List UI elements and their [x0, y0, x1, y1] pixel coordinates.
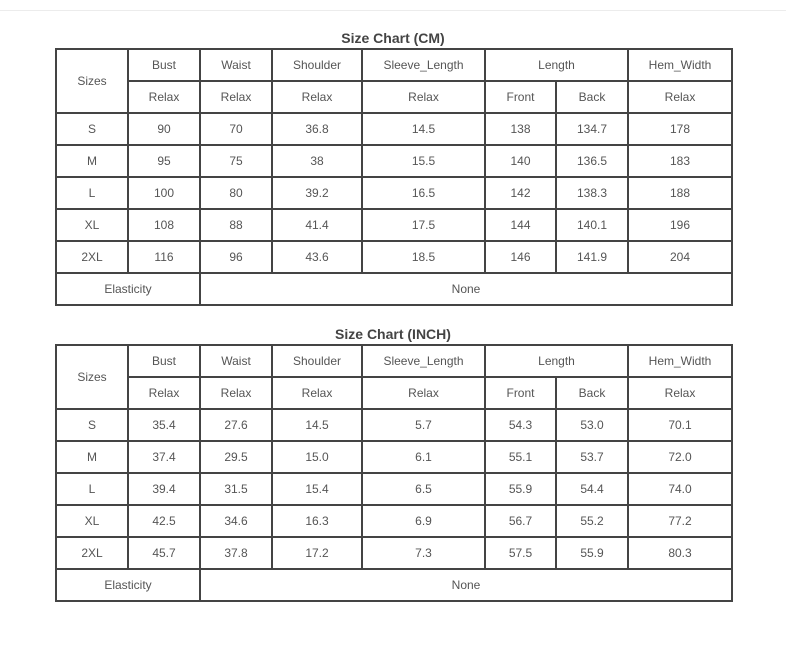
subheader-relax: Relax — [128, 377, 200, 409]
size-chart-inch-table — [55, 344, 733, 602]
hem-width-cell: 70.1 — [628, 409, 732, 441]
hem-width-cell: 74.0 — [628, 473, 732, 505]
length-back-cell: 53.0 — [556, 409, 628, 441]
waist-cell: 75 — [200, 145, 272, 177]
subheader-relax: Relax — [362, 81, 485, 113]
header-hem-width: Hem_Width — [628, 49, 732, 81]
waist-cell: 27.6 — [200, 409, 272, 441]
length-front-cell: 142 — [485, 177, 556, 209]
length-front-cell: 138 — [485, 113, 556, 145]
shoulder-cell: 38 — [272, 145, 362, 177]
length-front-cell: 55.9 — [485, 473, 556, 505]
size-cell: XL — [56, 209, 128, 241]
bust-cell: 95 — [128, 145, 200, 177]
hem-width-cell: 196 — [628, 209, 732, 241]
sleeve-length-cell: 17.5 — [362, 209, 485, 241]
length-back-cell: 53.7 — [556, 441, 628, 473]
top-divider — [0, 10, 786, 11]
size-cell: XL — [56, 505, 128, 537]
length-front-cell: 57.5 — [485, 537, 556, 569]
bust-cell: 39.4 — [128, 473, 200, 505]
table-row — [56, 241, 732, 273]
sleeve-length-cell: 6.1 — [362, 441, 485, 473]
table-row — [56, 537, 732, 569]
shoulder-cell: 16.3 — [272, 505, 362, 537]
length-front-cell: 144 — [485, 209, 556, 241]
table-row — [56, 113, 732, 145]
length-front-cell: 56.7 — [485, 505, 556, 537]
header-shoulder: Shoulder — [272, 345, 362, 377]
sleeve-length-cell: 15.5 — [362, 145, 485, 177]
elasticity-label: Elasticity — [56, 569, 200, 601]
shoulder-cell: 39.2 — [272, 177, 362, 209]
bust-cell: 42.5 — [128, 505, 200, 537]
subheader-back: Back — [556, 81, 628, 113]
length-front-cell: 146 — [485, 241, 556, 273]
subheader-back: Back — [556, 377, 628, 409]
header-bust: Bust — [128, 345, 200, 377]
waist-cell: 70 — [200, 113, 272, 145]
bust-cell: 45.7 — [128, 537, 200, 569]
waist-cell: 96 — [200, 241, 272, 273]
bust-cell: 100 — [128, 177, 200, 209]
length-front-cell: 140 — [485, 145, 556, 177]
elasticity-label: Elasticity — [56, 273, 200, 305]
elasticity-value: None — [200, 273, 732, 305]
table-row — [56, 505, 732, 537]
sleeve-length-cell: 14.5 — [362, 113, 485, 145]
length-back-cell: 138.3 — [556, 177, 628, 209]
table-row — [56, 177, 732, 209]
sleeve-length-cell: 5.7 — [362, 409, 485, 441]
size-cell: 2XL — [56, 241, 128, 273]
sleeve-length-cell: 7.3 — [362, 537, 485, 569]
subheader-relax: Relax — [200, 377, 272, 409]
header-sleeve-length: Sleeve_Length — [362, 345, 485, 377]
sleeve-length-cell: 6.9 — [362, 505, 485, 537]
bust-cell: 35.4 — [128, 409, 200, 441]
size-cell: L — [56, 177, 128, 209]
header-hem-width: Hem_Width — [628, 345, 732, 377]
hem-width-cell: 204 — [628, 241, 732, 273]
shoulder-cell: 36.8 — [272, 113, 362, 145]
sleeve-length-cell: 6.5 — [362, 473, 485, 505]
hem-width-cell: 178 — [628, 113, 732, 145]
length-back-cell: 55.9 — [556, 537, 628, 569]
size-cell: M — [56, 145, 128, 177]
shoulder-cell: 15.4 — [272, 473, 362, 505]
sleeve-length-cell: 16.5 — [362, 177, 485, 209]
header-waist: Waist — [200, 49, 272, 81]
size-cell: M — [56, 441, 128, 473]
sleeve-length-cell: 18.5 — [362, 241, 485, 273]
header-sizes: Sizes — [56, 49, 128, 113]
waist-cell: 34.6 — [200, 505, 272, 537]
size-chart-cm-title: Size Chart (CM) — [341, 30, 445, 46]
length-back-cell: 140.1 — [556, 209, 628, 241]
waist-cell: 80 — [200, 177, 272, 209]
waist-cell: 37.8 — [200, 537, 272, 569]
length-back-cell: 54.4 — [556, 473, 628, 505]
elasticity-value: None — [200, 569, 732, 601]
subheader-front: Front — [485, 377, 556, 409]
hem-width-cell: 188 — [628, 177, 732, 209]
hem-width-cell: 183 — [628, 145, 732, 177]
length-back-cell: 134.7 — [556, 113, 628, 145]
subheader-relax: Relax — [272, 377, 362, 409]
subheader-relax: Relax — [628, 81, 732, 113]
hem-width-cell: 72.0 — [628, 441, 732, 473]
header-sleeve-length: Sleeve_Length — [362, 49, 485, 81]
header-shoulder: Shoulder — [272, 49, 362, 81]
size-cell: S — [56, 409, 128, 441]
shoulder-cell: 43.6 — [272, 241, 362, 273]
size-chart-inch-title: Size Chart (INCH) — [335, 326, 451, 342]
header-bust: Bust — [128, 49, 200, 81]
table-row — [56, 209, 732, 241]
hem-width-cell: 77.2 — [628, 505, 732, 537]
length-back-cell: 136.5 — [556, 145, 628, 177]
size-cell: S — [56, 113, 128, 145]
table-row — [56, 145, 732, 177]
subheader-relax: Relax — [362, 377, 485, 409]
length-back-cell: 141.9 — [556, 241, 628, 273]
shoulder-cell: 14.5 — [272, 409, 362, 441]
subheader-relax: Relax — [200, 81, 272, 113]
size-cell: L — [56, 473, 128, 505]
subheader-relax: Relax — [272, 81, 362, 113]
bust-cell: 116 — [128, 241, 200, 273]
table-row — [56, 473, 732, 505]
waist-cell: 31.5 — [200, 473, 272, 505]
subheader-front: Front — [485, 81, 556, 113]
waist-cell: 29.5 — [200, 441, 272, 473]
waist-cell: 88 — [200, 209, 272, 241]
table-row — [56, 441, 732, 473]
subheader-relax: Relax — [128, 81, 200, 113]
length-front-cell: 55.1 — [485, 441, 556, 473]
shoulder-cell: 17.2 — [272, 537, 362, 569]
header-length: Length — [485, 49, 628, 81]
shoulder-cell: 15.0 — [272, 441, 362, 473]
header-length: Length — [485, 345, 628, 377]
bust-cell: 90 — [128, 113, 200, 145]
length-back-cell: 55.2 — [556, 505, 628, 537]
size-cell: 2XL — [56, 537, 128, 569]
table-row — [56, 409, 732, 441]
bust-cell: 37.4 — [128, 441, 200, 473]
shoulder-cell: 41.4 — [272, 209, 362, 241]
bust-cell: 108 — [128, 209, 200, 241]
header-sizes: Sizes — [56, 345, 128, 409]
size-chart-cm-table — [55, 48, 733, 306]
header-waist: Waist — [200, 345, 272, 377]
subheader-relax: Relax — [628, 377, 732, 409]
hem-width-cell: 80.3 — [628, 537, 732, 569]
length-front-cell: 54.3 — [485, 409, 556, 441]
